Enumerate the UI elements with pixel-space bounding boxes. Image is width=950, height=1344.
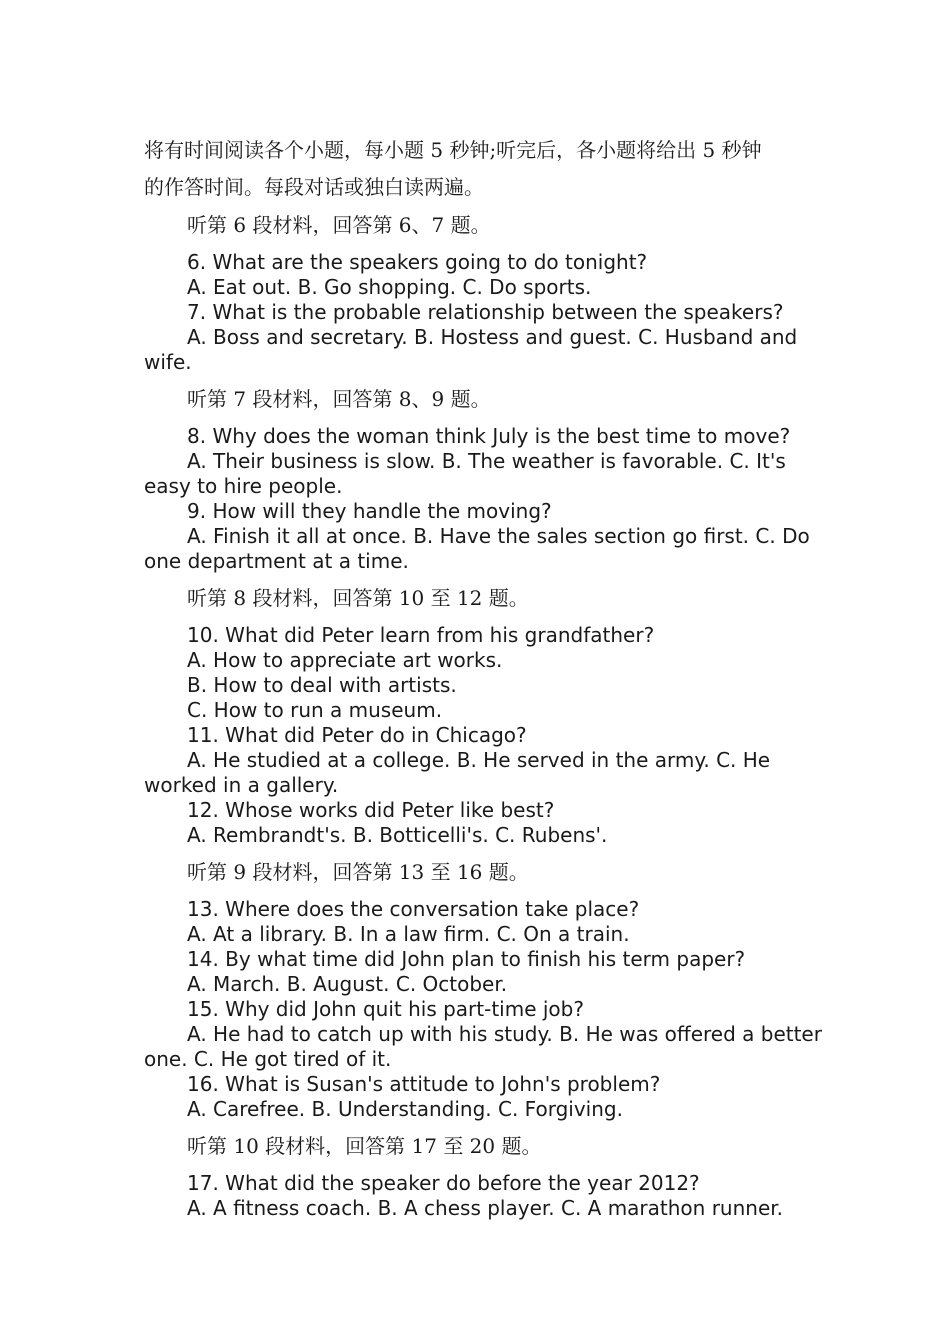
answer-options: A. At a library. B. In a law firm. C. On a train. [187, 922, 630, 946]
answer-options-continued: one department at a time. [144, 549, 409, 573]
answer-options: A. Eat out. B. Go shopping. C. Do sports. [187, 275, 592, 299]
question-line: 17. What did the speaker do before the year 2012? [187, 1171, 700, 1195]
answer-options: A. Their business is slow. B. The weather is favorable. C. It's [187, 449, 786, 473]
question-line: 6. What are the speakers going to do tonight? [187, 250, 648, 274]
intro-text-line-2: 的作答时间。每段对话或独白读两遍。 [144, 175, 484, 199]
section-heading: 听第 6 段材料，回答第 6、7 题。 [187, 213, 491, 237]
answer-option: B. How to deal with artists. [187, 673, 457, 697]
question-line: 7. What is the probable relationship between the speakers? [187, 300, 784, 324]
answer-options-continued: worked in a gallery. [144, 773, 339, 797]
question-line: 11. What did Peter do in Chicago? [187, 723, 527, 747]
section-heading: 听第 10 段材料，回答第 17 至 20 题。 [187, 1134, 542, 1158]
answer-options: A. March. B. August. C. October. [187, 972, 508, 996]
answer-options: A. Carefree. B. Understanding. C. Forgiving. [187, 1097, 623, 1121]
question-line: 12. Whose works did Peter like best? [187, 798, 555, 822]
question-line: 8. Why does the woman think July is the best time to move? [187, 424, 791, 448]
answer-options: A. Rembrandt's. B. Botticelli's. C. Rubens'. [187, 823, 608, 847]
question-line: 16. What is Susan's attitude to John's problem? [187, 1072, 661, 1096]
answer-options: A. Finish it all at once. B. Have the sales section go first. C. Do [187, 524, 810, 548]
question-line: 13. Where does the conversation take place? [187, 897, 640, 921]
section-heading: 听第 9 段材料，回答第 13 至 16 题。 [187, 860, 529, 884]
answer-options-continued: one. C. He got tired of it. [144, 1047, 392, 1071]
answer-option: A. How to appreciate art works. [187, 648, 503, 672]
question-line: 14. By what time did John plan to finish his term paper? [187, 947, 746, 971]
section-heading: 听第 8 段材料，回答第 10 至 12 题。 [187, 586, 529, 610]
answer-options: A. He had to catch up with his study. B. He was offered a better [187, 1022, 822, 1046]
answer-options: A. He studied at a college. B. He served in the army. C. He [187, 748, 771, 772]
answer-options-continued: wife. [144, 350, 192, 374]
intro-text-line-1: 将有时间阅读各个小题，每小题 5 秒钟;听完后，各小题将给出 5 秒钟 [144, 138, 762, 162]
question-line: 10. What did Peter learn from his grandfather? [187, 623, 655, 647]
answer-options-continued: easy to hire people. [144, 474, 343, 498]
answer-options: A. Boss and secretary. B. Hostess and guest. C. Husband and [187, 325, 798, 349]
answer-option: C. How to run a museum. [187, 698, 443, 722]
answer-options: A. A fitness coach. B. A chess player. C. A marathon runner. [187, 1196, 783, 1220]
section-heading: 听第 7 段材料，回答第 8、9 题。 [187, 387, 491, 411]
question-line: 9. How will they handle the moving? [187, 499, 552, 523]
question-line: 15. Why did John quit his part-time job? [187, 997, 584, 1021]
